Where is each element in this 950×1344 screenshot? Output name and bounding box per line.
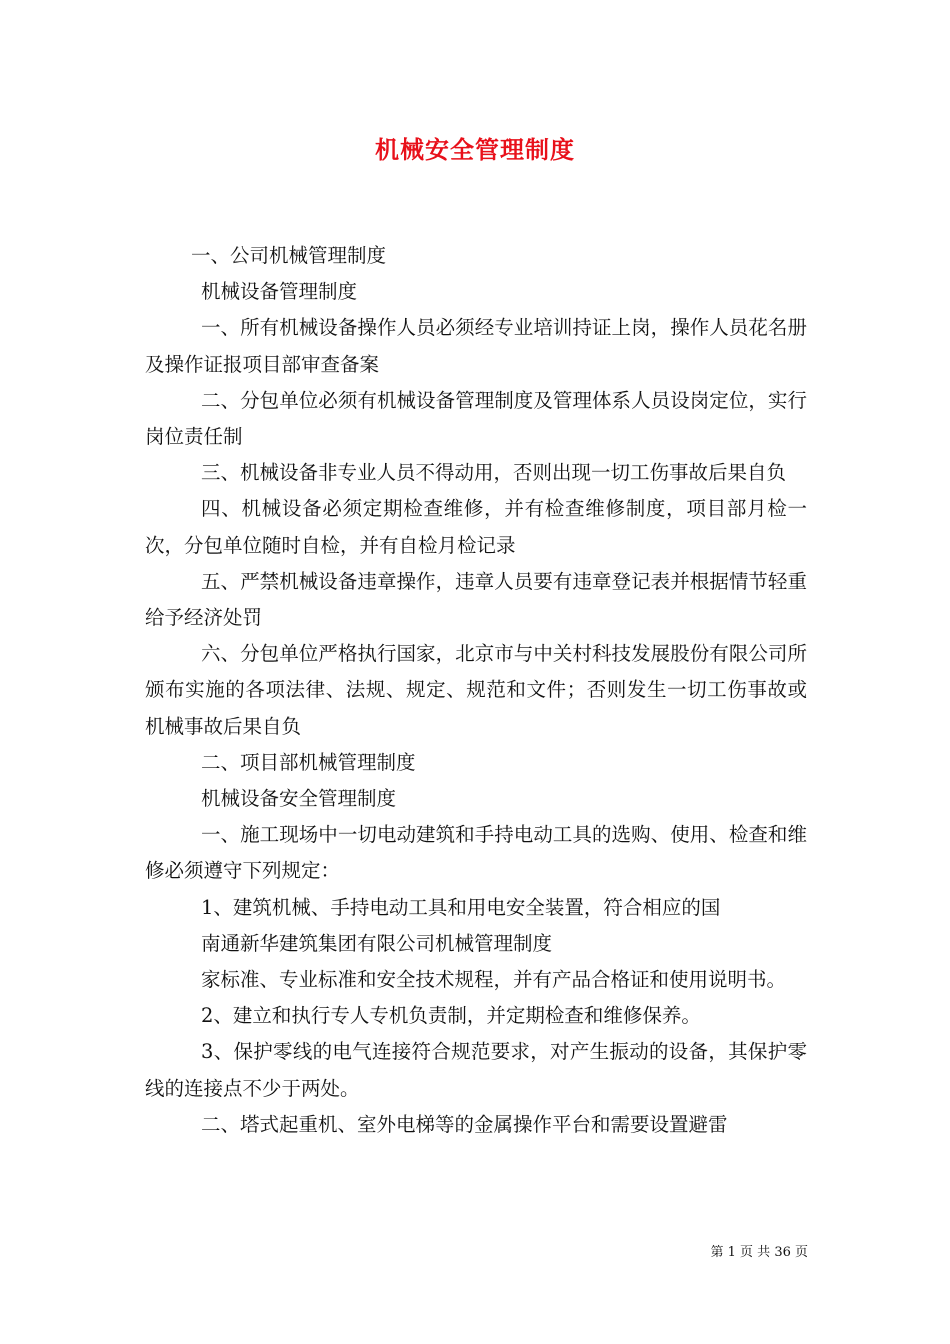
subsection-heading-1: 机械设备管理制度 <box>201 280 358 304</box>
subsection-heading-2: 机械设备安全管理制度 <box>201 787 397 811</box>
paragraph: 一、所有机械设备操作人员必须经专业培训持证上岗，操作人员花名册及操作证报项目部审查备案 <box>145 316 807 376</box>
paragraph: 二、塔式起重机、室外电梯等的金属操作平台和需要设置避雷 <box>201 1112 728 1136</box>
paragraph: 2、建立和执行专人专机负责制，并定期检查和维修保养。 <box>201 1004 701 1028</box>
document-title: 机械安全管理制度 <box>375 135 575 164</box>
paragraph: 五、严禁机械设备违章操作，违章人员要有违章登记表并根据情节轻重给予经济处罚 <box>145 569 807 630</box>
paragraph: 三、机械设备非专业人员不得动用，否则出现一切工伤事故后果自负 <box>201 461 787 485</box>
section-heading-2: 二、项目部机械管理制度 <box>201 750 416 774</box>
paragraph: 一、施工现场中一切电动建筑和手持电动工具的选购、使用、检查和维修必须遵守下列规定： <box>145 823 807 883</box>
paragraph: 家标准、专业标准和安全技术规程，并有产品合格证和使用说明书。 <box>201 968 787 992</box>
running-header-line: 南通新华建筑集团有限公司机械管理制度 <box>201 931 553 955</box>
section-heading-1: 一、公司机械管理制度 <box>191 244 387 267</box>
paragraph: 四、机械设备必须定期检查维修，并有检查维修制度，项目部月检一次，分包单位随时自检，并有自检月检记录 <box>145 497 807 557</box>
paragraph: 3、保护零线的电气连接符合规范要求，对产生振动的设备，其保护零线的连接点不少于两处。 <box>145 1040 807 1100</box>
document-body <box>145 238 807 1143</box>
paragraph: 二、分包单位必须有机械设备管理制度及管理体系人员设岗定位，实行岗位责任制 <box>145 388 807 449</box>
paragraph: 六、分包单位严格执行国家，北京市与中关村科技发展股份有限公司所颁布实施的各项法律、法规、规定、规范和文件；否则发生一切工伤事故或机械事故后果自负 <box>145 642 807 738</box>
paragraph: 1、建筑机械、手持电动工具和用电安全装置，符合相应的国 <box>201 895 721 919</box>
page-number: 第 1 页 共 36 页 <box>710 1245 808 1260</box>
